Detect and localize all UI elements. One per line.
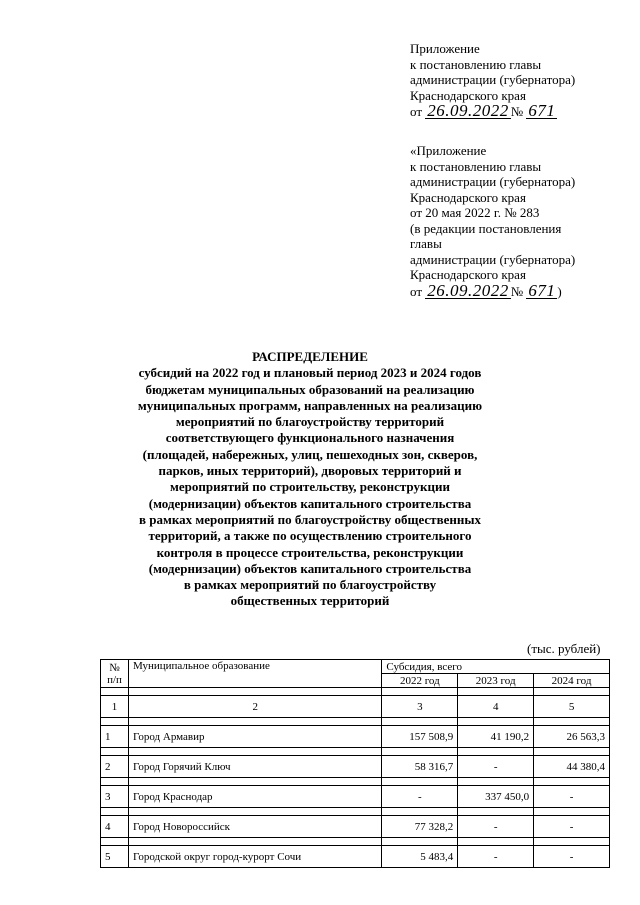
header-year-2022: 2022 год xyxy=(382,674,458,688)
table-row xyxy=(101,846,610,868)
row-no: 4 xyxy=(101,816,129,838)
title-heading: РАСПРЕДЕЛЕНИЕ xyxy=(252,349,368,364)
header-line: к постановлению главы xyxy=(410,158,542,174)
header-line: к постановлению главы xyxy=(410,56,542,72)
title-line: бюджетам муниципальных образований на реализацию xyxy=(145,381,475,397)
row-no: 1 xyxy=(101,726,129,748)
title-line: контроля в процессе строительства, реконструкции xyxy=(156,544,464,560)
table-row xyxy=(101,726,610,748)
index-cell: 3 xyxy=(382,696,458,718)
title-line: субсидий на 2022 год и плановый период 2023 и 2024 годов xyxy=(138,365,482,381)
header-line: администрации (губернатора) xyxy=(410,251,576,267)
row-municipality: Город Краснодар xyxy=(128,786,381,808)
closing-paren: ) xyxy=(557,283,562,299)
header-subsidy: Субсидия, всего xyxy=(382,660,610,674)
row-2023: - xyxy=(458,846,534,868)
header-line: Приложение xyxy=(410,41,480,56)
row-municipality: Город Новороссийск xyxy=(128,816,381,838)
row-2024: - xyxy=(534,816,610,838)
row-no: 3 xyxy=(101,786,129,808)
header-line: Краснодарского края xyxy=(410,189,526,205)
row-no: 5 xyxy=(101,846,129,868)
title-line: мероприятий по благоустройству территорий xyxy=(175,414,445,430)
title-line: в рамках мероприятий по благоустройству общественных xyxy=(138,511,481,527)
row-2024: - xyxy=(534,846,610,868)
index-cell: 4 xyxy=(458,696,534,718)
title-line: (площадей, набережных, улиц, пешеходных зон, скверов, xyxy=(142,446,478,462)
index-cell: 5 xyxy=(534,696,610,718)
row-2022: - xyxy=(382,786,458,808)
title-line: мероприятий по строительству, реконструкции xyxy=(170,479,450,495)
title-line: в рамках мероприятий по благоустройству xyxy=(183,577,437,593)
header-line: Краснодарского края xyxy=(410,87,526,103)
header-municipality: Муниципальное образование xyxy=(128,660,381,688)
header-line: от 20 мая 2022 г. № 283 xyxy=(410,205,540,220)
appendix-header xyxy=(410,41,635,120)
original-appendix-header xyxy=(410,143,635,299)
from-prefix: от xyxy=(410,104,423,119)
header-no xyxy=(101,660,129,688)
header-line: главы xyxy=(410,236,442,251)
header-date-line xyxy=(410,280,635,300)
header-no-line2: п/п xyxy=(107,673,122,686)
table-row xyxy=(101,756,610,778)
row-2022: 77 328,2 xyxy=(382,816,458,838)
row-2023: - xyxy=(458,816,534,838)
row-2023: - xyxy=(458,756,534,778)
table-gap-row xyxy=(101,838,610,846)
number-sign: № xyxy=(510,283,524,299)
header-line: администрации (губернатора) xyxy=(410,72,576,87)
handwritten-date: 26.09.2022 xyxy=(427,101,509,120)
header-no-line1: № xyxy=(109,661,120,674)
table-gap-row xyxy=(101,808,610,816)
handwritten-number: 671 xyxy=(528,101,556,120)
header-line: Краснодарского края xyxy=(410,267,526,282)
row-2023: 41 190,2 xyxy=(458,726,534,748)
index-cell: 1 xyxy=(101,696,129,718)
row-municipality: Городской округ город-курорт Сочи xyxy=(128,846,381,868)
row-2024: 26 563,3 xyxy=(534,726,610,748)
header-line: (в редакции постановления xyxy=(410,220,562,236)
row-2024: 44 380,4 xyxy=(534,756,610,778)
row-2022: 58 316,7 xyxy=(382,756,458,778)
title-line: территорий, а также по осуществлению строительного xyxy=(148,528,472,544)
row-2022: 157 508,9 xyxy=(382,726,458,748)
title-line: общественных территорий xyxy=(230,593,390,609)
header-year-2024: 2024 год xyxy=(534,674,610,688)
title-line: (модернизации) объектов капитального строительства xyxy=(148,495,472,511)
header-year-2023: 2023 год xyxy=(458,674,534,688)
table-row xyxy=(101,816,610,838)
title-line: парков, иных территорий), дворовых территорий и xyxy=(158,463,462,479)
table-index-row xyxy=(101,696,610,718)
row-municipality: Город Армавир xyxy=(128,726,381,748)
row-2023: 337 450,0 xyxy=(458,786,534,808)
header-date-line xyxy=(410,103,635,120)
subsidy-table xyxy=(100,659,610,868)
table-gap-row xyxy=(101,718,610,726)
index-cell: 2 xyxy=(128,696,381,718)
row-no: 2 xyxy=(101,756,129,778)
table-row xyxy=(101,786,610,808)
table-gap-row xyxy=(101,748,610,756)
document-title xyxy=(100,349,520,610)
table-header-row xyxy=(101,660,610,674)
title-line: (модернизации) объектов капитального строительства xyxy=(148,560,472,576)
header-line: «Приложение xyxy=(410,143,487,158)
title-line: соответствующего функционального назначения xyxy=(165,430,455,446)
number-sign: № xyxy=(510,104,524,119)
row-2022: 5 483,4 xyxy=(382,846,458,868)
row-2024: - xyxy=(534,786,610,808)
table-gap-row xyxy=(101,688,610,696)
header-line: администрации (губернатора) xyxy=(410,174,576,189)
row-municipality: Город Горячий Ключ xyxy=(128,756,381,778)
unit-label: (тыс. рублей) xyxy=(527,641,601,656)
table-gap-row xyxy=(101,778,610,786)
from-prefix: от xyxy=(410,283,423,299)
handwritten-number: 671 xyxy=(528,280,556,300)
title-line: муниципальных программ, направленных на реализацию xyxy=(137,397,483,413)
handwritten-date: 26.09.2022 xyxy=(427,280,509,300)
